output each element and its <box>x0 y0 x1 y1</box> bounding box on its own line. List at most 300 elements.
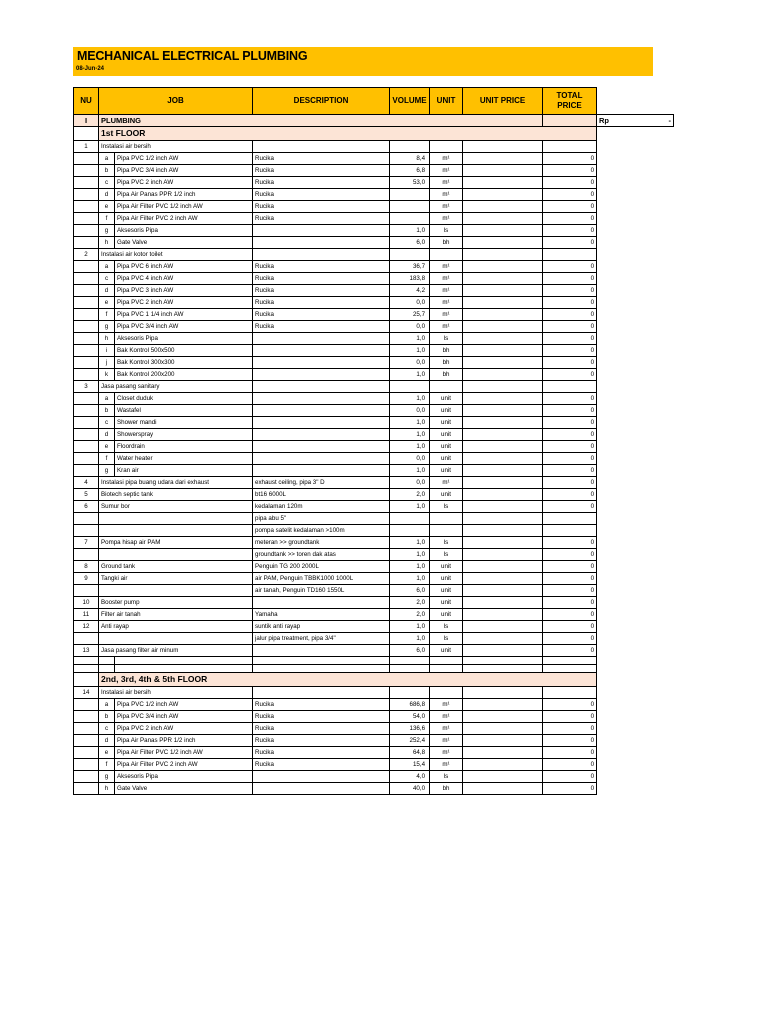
unit-price-cell <box>463 165 543 177</box>
total-price-cell: 0 <box>543 333 597 345</box>
total-price-cell: 0 <box>543 273 597 285</box>
volume-cell: 0,0 <box>390 453 430 465</box>
description-cell: exhaust ceiling, pipa 3" D <box>253 477 390 489</box>
volume-cell: 183,8 <box>390 273 430 285</box>
empty-cell <box>430 665 463 673</box>
table-row <box>74 201 674 213</box>
table-row <box>74 465 674 477</box>
unit-price-cell <box>463 525 543 537</box>
unit-price-cell <box>463 429 543 441</box>
total-price-cell: 0 <box>543 285 597 297</box>
header-spacer <box>597 88 674 115</box>
right-spacer-cell <box>597 213 674 225</box>
item-letter: e <box>99 747 115 759</box>
section-amount-value: - <box>668 116 672 125</box>
volume-cell: 1,0 <box>390 225 430 237</box>
total-price-cell <box>543 249 597 261</box>
description-cell: bt16 6000L <box>253 489 390 501</box>
right-spacer-cell <box>597 597 674 609</box>
unit-price-cell <box>463 393 543 405</box>
group-title: Instalasi air bersih <box>99 141 253 153</box>
description-cell: Rucika <box>253 699 390 711</box>
unit-cell: unit <box>430 453 463 465</box>
unit-cell: m¹ <box>430 477 463 489</box>
total-price-cell: 0 <box>543 417 597 429</box>
unit-price-cell <box>463 225 543 237</box>
total-price-cell: 0 <box>543 561 597 573</box>
right-spacer-cell <box>597 417 674 429</box>
right-spacer-cell <box>597 665 674 673</box>
item-letter: a <box>99 261 115 273</box>
table-row <box>74 573 674 585</box>
unit-price-cell <box>463 309 543 321</box>
item-number <box>74 189 99 201</box>
unit-price-cell <box>463 759 543 771</box>
description-cell <box>253 783 390 795</box>
job-cell: Floordrain <box>115 441 253 453</box>
group-title: Jasa pasang sanitary <box>99 381 253 393</box>
volume-cell: 1,0 <box>390 429 430 441</box>
unit-price-cell <box>463 357 543 369</box>
right-spacer-cell <box>597 525 674 537</box>
right-spacer-cell <box>597 621 674 633</box>
total-price-cell: 0 <box>543 501 597 513</box>
right-spacer-cell <box>597 537 674 549</box>
total-price-cell: 0 <box>543 621 597 633</box>
right-spacer-cell <box>597 561 674 573</box>
right-spacer-cell <box>597 441 674 453</box>
description-cell <box>253 687 390 699</box>
unit-cell: unit <box>430 645 463 657</box>
floor-row <box>74 673 674 687</box>
right-spacer-cell <box>597 747 674 759</box>
job-cell: Tangki air <box>99 573 253 585</box>
unit-price-cell <box>463 381 543 393</box>
item-number <box>74 357 99 369</box>
item-number: 13 <box>74 645 99 657</box>
table-row <box>74 771 674 783</box>
unit-cell: m¹ <box>430 321 463 333</box>
right-spacer-cell <box>597 237 674 249</box>
volume-cell: 0,0 <box>390 357 430 369</box>
description-cell: Rucika <box>253 747 390 759</box>
table-row <box>74 609 674 621</box>
unit-cell: unit <box>430 465 463 477</box>
right-spacer-cell <box>597 273 674 285</box>
description-cell: Rucika <box>253 297 390 309</box>
unit-cell: m¹ <box>430 309 463 321</box>
volume-cell: 6,0 <box>390 237 430 249</box>
unit-price-cell <box>463 537 543 549</box>
description-cell: Rucika <box>253 201 390 213</box>
empty-cell <box>543 657 597 665</box>
description-cell: meteran >> groundtank <box>253 537 390 549</box>
job-cell: Jasa pasang filter air minum <box>99 645 253 657</box>
table-row <box>74 285 674 297</box>
volume-cell: 64,8 <box>390 747 430 759</box>
job-cell: Pipa PVC 6 inch AW <box>115 261 253 273</box>
job-cell <box>99 633 253 645</box>
volume-cell: 1,0 <box>390 465 430 477</box>
item-number <box>74 417 99 429</box>
total-price-cell: 0 <box>543 759 597 771</box>
volume-cell: 4,0 <box>390 771 430 783</box>
total-price-cell <box>543 513 597 525</box>
table-row <box>74 513 674 525</box>
total-price-cell: 0 <box>543 357 597 369</box>
table-row <box>74 723 674 735</box>
table-row <box>74 453 674 465</box>
job-cell: Pipa PVC 2 inch AW <box>115 297 253 309</box>
volume-cell <box>390 141 430 153</box>
item-number: 8 <box>74 561 99 573</box>
table-row <box>74 345 674 357</box>
item-number: 10 <box>74 597 99 609</box>
unit-cell: m¹ <box>430 723 463 735</box>
table-row <box>74 189 674 201</box>
table-row <box>74 537 674 549</box>
floor-amount-cell <box>597 127 674 141</box>
table-row <box>74 237 674 249</box>
item-number <box>74 465 99 477</box>
job-cell: Pipa Air Filter PVC 1/2 inch AW <box>115 747 253 759</box>
boq-table <box>73 87 674 795</box>
unit-cell: ls <box>430 501 463 513</box>
col-header-total-price: TOTAL PRICE <box>543 88 597 115</box>
description-cell <box>253 597 390 609</box>
unit-price-cell <box>463 585 543 597</box>
description-cell: Rucika <box>253 759 390 771</box>
total-price-cell: 0 <box>543 309 597 321</box>
item-number <box>74 723 99 735</box>
job-cell: Kran air <box>115 465 253 477</box>
description-cell: Rucika <box>253 321 390 333</box>
empty-cell <box>74 665 99 673</box>
unit-price-cell <box>463 153 543 165</box>
item-letter: c <box>99 177 115 189</box>
volume-cell: 0,0 <box>390 321 430 333</box>
empty-cell <box>543 665 597 673</box>
unit-cell: bh <box>430 783 463 795</box>
blank-row <box>74 657 674 665</box>
job-cell <box>99 513 253 525</box>
total-price-cell: 0 <box>543 699 597 711</box>
unit-price-cell <box>463 297 543 309</box>
unit-cell: bh <box>430 237 463 249</box>
table-row <box>74 441 674 453</box>
item-letter: h <box>99 333 115 345</box>
floor-amount-cell <box>597 673 674 687</box>
volume-cell: 252,4 <box>390 735 430 747</box>
volume-cell <box>390 381 430 393</box>
unit-cell <box>430 525 463 537</box>
description-cell <box>253 345 390 357</box>
unit-cell: m¹ <box>430 699 463 711</box>
description-cell: Penguin TG 200 2000L <box>253 561 390 573</box>
total-price-cell: 0 <box>543 165 597 177</box>
table-row <box>74 321 674 333</box>
item-number <box>74 513 99 525</box>
total-price-cell: 0 <box>543 549 597 561</box>
job-cell: Pipa PVC 2 inch AW <box>115 177 253 189</box>
blank-row <box>74 665 674 673</box>
item-number <box>74 321 99 333</box>
item-letter: d <box>99 189 115 201</box>
job-cell: Water heater <box>115 453 253 465</box>
right-spacer-cell <box>597 285 674 297</box>
description-cell <box>253 645 390 657</box>
table-row <box>74 597 674 609</box>
table-row <box>74 477 674 489</box>
section-amount <box>597 115 674 127</box>
job-cell: Wastafel <box>115 405 253 417</box>
job-cell: Gate Valve <box>115 783 253 795</box>
right-spacer-cell <box>597 699 674 711</box>
item-number <box>74 633 99 645</box>
job-cell <box>99 585 253 597</box>
total-price-cell: 0 <box>543 747 597 759</box>
volume-cell: 54,0 <box>390 711 430 723</box>
empty-cell <box>390 657 430 665</box>
volume-cell: 25,7 <box>390 309 430 321</box>
total-price-cell: 0 <box>543 633 597 645</box>
empty-cell <box>253 657 390 665</box>
right-spacer-cell <box>597 465 674 477</box>
total-price-cell: 0 <box>543 537 597 549</box>
job-cell <box>99 525 253 537</box>
right-spacer-cell <box>597 369 674 381</box>
item-number <box>74 699 99 711</box>
right-spacer-cell <box>597 357 674 369</box>
table-row <box>74 585 674 597</box>
total-price-cell: 0 <box>543 645 597 657</box>
unit-cell: unit <box>430 609 463 621</box>
job-cell: Bak Kontrol 300x300 <box>115 357 253 369</box>
unit-price-cell <box>463 771 543 783</box>
item-number: 1 <box>74 141 99 153</box>
unit-cell: unit <box>430 429 463 441</box>
volume-cell: 1,0 <box>390 393 430 405</box>
right-spacer-cell <box>597 345 674 357</box>
total-price-cell: 0 <box>543 465 597 477</box>
table-row <box>74 621 674 633</box>
job-cell: Instalasi pipa buang udara dari exhaust <box>99 477 253 489</box>
item-letter: j <box>99 357 115 369</box>
unit-cell: m¹ <box>430 201 463 213</box>
total-price-cell: 0 <box>543 153 597 165</box>
description-cell: Rucika <box>253 213 390 225</box>
unit-cell: unit <box>430 573 463 585</box>
unit-price-cell <box>463 633 543 645</box>
item-number: 5 <box>74 489 99 501</box>
unit-cell: m¹ <box>430 759 463 771</box>
unit-price-cell <box>463 249 543 261</box>
right-spacer-cell <box>597 549 674 561</box>
unit-price-cell <box>463 273 543 285</box>
unit-cell: m¹ <box>430 747 463 759</box>
description-cell <box>253 369 390 381</box>
job-cell: Booster pump <box>99 597 253 609</box>
table-row <box>74 297 674 309</box>
total-price-cell: 0 <box>543 321 597 333</box>
item-number: 9 <box>74 573 99 585</box>
job-cell: Anti rayap <box>99 621 253 633</box>
unit-cell <box>430 513 463 525</box>
table-row <box>74 747 674 759</box>
empty-cell <box>463 657 543 665</box>
total-price-cell: 0 <box>543 429 597 441</box>
empty-cell <box>390 665 430 673</box>
description-cell: pompa satelit kedalaman >100m <box>253 525 390 537</box>
description-cell: jalur pipa treatment, pipa 3/4" <box>253 633 390 645</box>
total-price-cell: 0 <box>543 609 597 621</box>
volume-cell: 2,0 <box>390 489 430 501</box>
right-spacer-cell <box>597 153 674 165</box>
floor-title: 2nd, 3rd, 4th & 5th FLOOR <box>99 673 597 687</box>
right-spacer-cell <box>597 381 674 393</box>
unit-price-cell <box>463 141 543 153</box>
description-cell <box>253 249 390 261</box>
unit-price-cell <box>463 549 543 561</box>
item-number: 14 <box>74 687 99 699</box>
right-spacer-cell <box>597 333 674 345</box>
unit-price-cell <box>463 261 543 273</box>
unit-cell: m¹ <box>430 189 463 201</box>
unit-cell: bh <box>430 369 463 381</box>
table-row <box>74 177 674 189</box>
volume-cell <box>390 189 430 201</box>
table-row <box>74 393 674 405</box>
description-cell <box>253 237 390 249</box>
job-cell: Biotech septic tank <box>99 489 253 501</box>
unit-price-cell <box>463 177 543 189</box>
right-spacer-cell <box>597 723 674 735</box>
table-row <box>74 525 674 537</box>
volume-cell: 40,0 <box>390 783 430 795</box>
unit-price-cell <box>463 237 543 249</box>
total-price-cell: 0 <box>543 369 597 381</box>
description-cell <box>253 465 390 477</box>
table-row <box>74 153 674 165</box>
item-number <box>74 285 99 297</box>
volume-cell: 1,0 <box>390 633 430 645</box>
item-letter: i <box>99 345 115 357</box>
group-row <box>74 687 674 699</box>
unit-price-cell <box>463 711 543 723</box>
right-spacer-cell <box>597 477 674 489</box>
volume-cell <box>390 213 430 225</box>
unit-cell: unit <box>430 441 463 453</box>
right-spacer-cell <box>597 735 674 747</box>
description-cell: Rucika <box>253 711 390 723</box>
volume-cell <box>390 513 430 525</box>
unit-price-cell <box>463 285 543 297</box>
total-price-cell: 0 <box>543 225 597 237</box>
item-number <box>74 441 99 453</box>
volume-cell: 36,7 <box>390 261 430 273</box>
job-cell: Pipa PVC 3 inch AW <box>115 285 253 297</box>
total-price-cell: 0 <box>543 405 597 417</box>
table-row <box>74 333 674 345</box>
table-row <box>74 357 674 369</box>
item-number <box>74 237 99 249</box>
item-number: 6 <box>74 501 99 513</box>
unit-cell: m¹ <box>430 735 463 747</box>
unit-price-cell <box>463 465 543 477</box>
total-price-cell: 0 <box>543 771 597 783</box>
unit-cell: unit <box>430 405 463 417</box>
description-cell <box>253 441 390 453</box>
unit-cell: unit <box>430 561 463 573</box>
description-cell: pipa abu 5" <box>253 513 390 525</box>
unit-cell: m¹ <box>430 177 463 189</box>
unit-price-cell <box>463 621 543 633</box>
unit-cell <box>430 249 463 261</box>
item-number <box>74 333 99 345</box>
unit-price-cell <box>463 345 543 357</box>
floor-row <box>74 127 674 141</box>
unit-cell <box>430 687 463 699</box>
volume-cell: 4,2 <box>390 285 430 297</box>
unit-price-cell <box>463 201 543 213</box>
job-cell <box>99 549 253 561</box>
total-price-cell: 0 <box>543 477 597 489</box>
volume-cell <box>390 687 430 699</box>
right-spacer-cell <box>597 489 674 501</box>
description-cell: Rucika <box>253 735 390 747</box>
total-price-cell: 0 <box>543 237 597 249</box>
right-spacer-cell <box>597 225 674 237</box>
item-number <box>74 261 99 273</box>
description-cell: suntik anti rayap <box>253 621 390 633</box>
job-cell: Gate Valve <box>115 237 253 249</box>
item-letter: e <box>99 297 115 309</box>
table-row <box>74 549 674 561</box>
right-spacer-cell <box>597 249 674 261</box>
unit-cell: ls <box>430 549 463 561</box>
empty-cell <box>99 657 115 665</box>
description-cell <box>253 417 390 429</box>
unit-price-cell <box>463 513 543 525</box>
total-price-cell: 0 <box>543 345 597 357</box>
item-number <box>74 369 99 381</box>
empty-cell <box>253 665 390 673</box>
item-number <box>74 153 99 165</box>
item-letter: e <box>99 201 115 213</box>
unit-cell: unit <box>430 417 463 429</box>
volume-cell <box>390 201 430 213</box>
item-number <box>74 759 99 771</box>
volume-cell: 2,0 <box>390 597 430 609</box>
job-cell: Pipa Air Filter PVC 1/2 inch AW <box>115 201 253 213</box>
unit-price-cell <box>463 747 543 759</box>
unit-cell: m¹ <box>430 261 463 273</box>
unit-cell: unit <box>430 597 463 609</box>
unit-cell: m¹ <box>430 165 463 177</box>
job-cell: Pipa PVC 3/4 inch AW <box>115 165 253 177</box>
right-spacer-cell <box>597 309 674 321</box>
item-number <box>74 711 99 723</box>
item-number: 11 <box>74 609 99 621</box>
item-letter: d <box>99 285 115 297</box>
right-spacer-cell <box>597 405 674 417</box>
item-number <box>74 735 99 747</box>
section-title: PLUMBING <box>99 115 543 127</box>
job-cell: Bak Kontrol 500x500 <box>115 345 253 357</box>
total-price-cell <box>543 687 597 699</box>
item-number <box>74 201 99 213</box>
job-cell: Pipa PVC 3/4 inch AW <box>115 711 253 723</box>
